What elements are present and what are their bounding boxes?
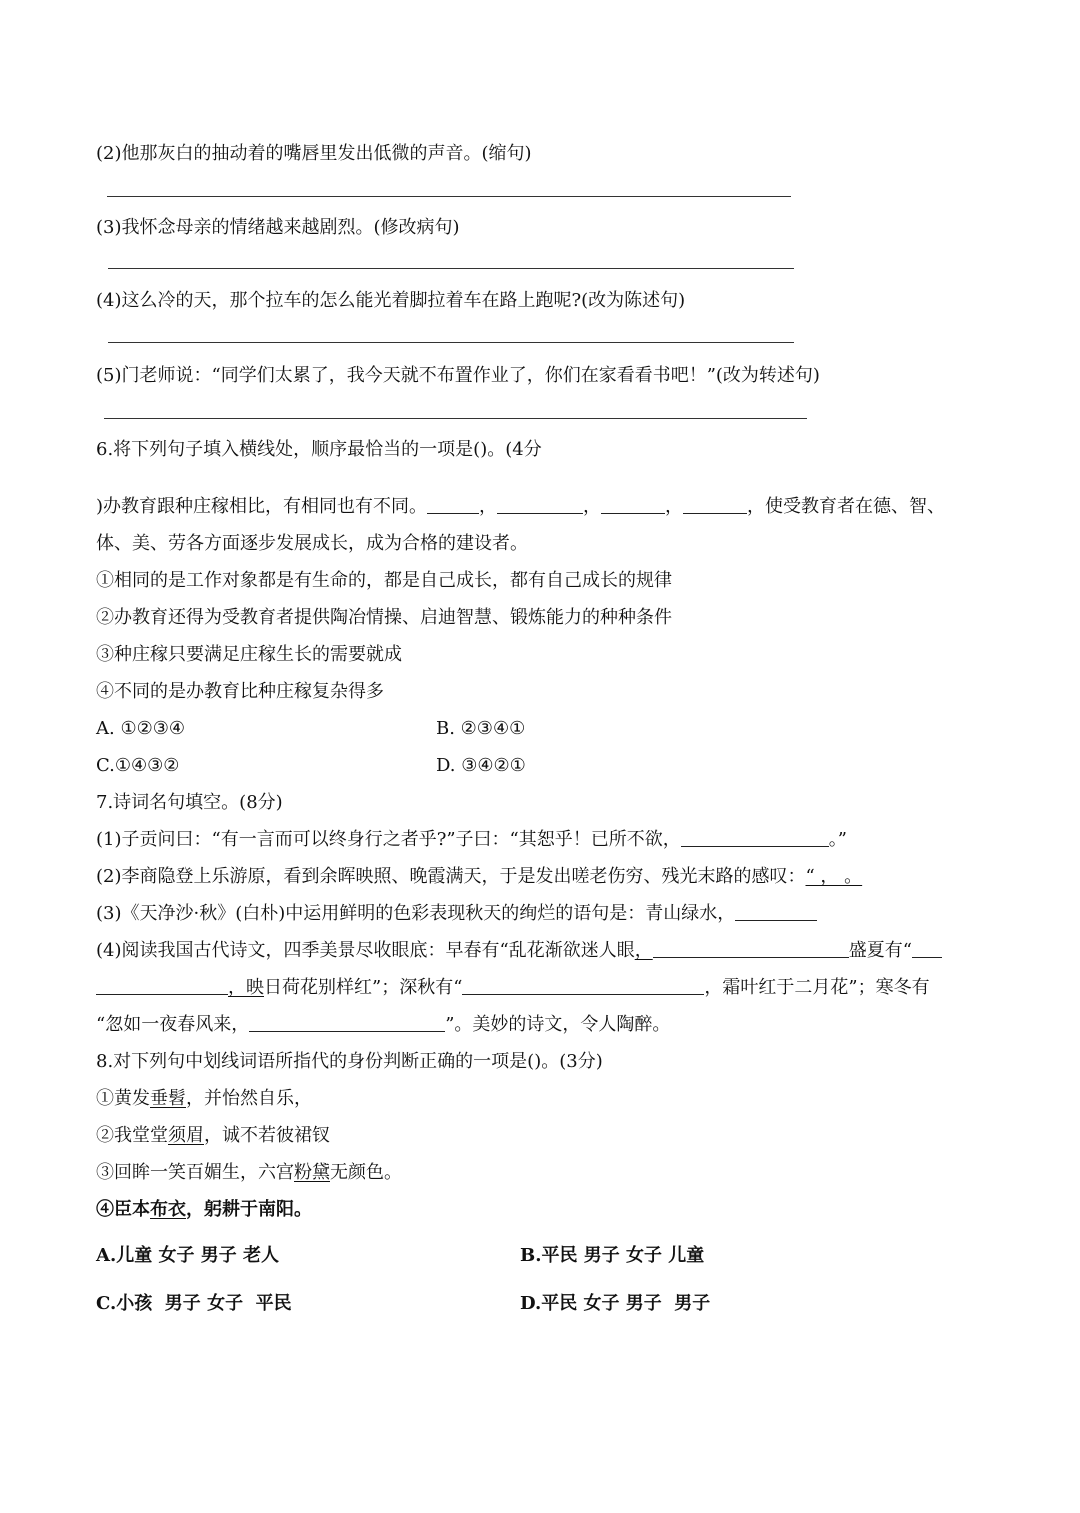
q7-item4-line2 (96, 976, 930, 1000)
answer-line-2[interactable] (107, 196, 791, 197)
q8-sentence-4 (96, 1198, 312, 1222)
q7-item4-autumn: 日荷花别样红”；深秋有“ (264, 977, 463, 998)
answer-line-5[interactable] (104, 418, 807, 419)
q6-sentence-3: ③种庄稼只要满足庄稼生长的需要就成 (96, 644, 402, 665)
q7-item4-text3: “忽如一夜春风来， (96, 1014, 250, 1035)
q6-blank-2[interactable] (497, 495, 583, 514)
q8-option-d[interactable]: D.平民 女子 男子 男子 (520, 1293, 711, 1314)
q7-blank-2[interactable]: “ ， 。 (805, 866, 863, 887)
q8-sentence-1 (96, 1087, 312, 1111)
q7-item4-text: (4)阅读我国古代诗文，四季美景尽收眼底：早春有“乱花渐欲迷人眼 (96, 940, 635, 961)
q8-s1-text: ①黄发 (96, 1088, 150, 1109)
q8-option-a[interactable]: A.儿童 女子 男子 老人 (96, 1245, 280, 1266)
q7-blank-5b[interactable] (96, 976, 228, 995)
q5-item5: (5)门老师说：“同学们太累了，我今天就不布置作业了，你们在家看看书吧！”(改为转述句) (96, 365, 820, 386)
q8-s1-underlined: 垂髫 (150, 1088, 186, 1109)
q7-item4-line3 (96, 1013, 670, 1037)
q7-blank-5a[interactable] (912, 939, 942, 958)
comma: ， (583, 496, 602, 517)
q7-item2 (96, 865, 862, 889)
q6-option-d[interactable]: D. ③④②① (436, 755, 526, 776)
q7-item1-end: 。” (828, 829, 847, 850)
q8-s1-rest: ，并怡然自乐， (186, 1088, 312, 1109)
q5-item3: (3)我怀念母亲的情绪越来越剧烈。(修改病句) (96, 217, 460, 238)
q8-s4-underlined: 布衣 (150, 1199, 186, 1220)
q8-s4-text: ④臣本 (96, 1199, 150, 1220)
q6-sentence-1: ①相同的是工作对象都是有生命的，都是自己成长，都有自己成长的规律 (96, 570, 672, 591)
q7-item4-winter: ，霜叶红于二月花”；寒冬有 (704, 977, 930, 998)
q7-item4 (96, 939, 942, 963)
q8-option-b[interactable]: B.平民 男子 女子 儿童 (520, 1245, 705, 1266)
q7-title: 7.诗词名句填空。(8分) (96, 792, 283, 813)
comma: ， (479, 496, 498, 517)
q6-blank-3[interactable] (601, 495, 665, 514)
q5-item4: (4)这么冷的天，那个拉车的怎么能光着脚拉着车在路上跑呢?(改为陈述句) (96, 290, 686, 311)
comma: ， (665, 496, 684, 517)
q5-item2: (2)他那灰白的抽动着的嘴唇里发出低微的声音。(缩句) (96, 143, 532, 164)
q7-item1 (96, 828, 847, 852)
q6-stem-line2: 体、美、劳各方面逐步发展成长，成为合格的建设者。 (96, 533, 528, 554)
q7-item4-end: ”。美妙的诗文，令人陶醉。 (445, 1014, 671, 1035)
q8-s3-text: ③回眸一笑百媚生，六宫 (96, 1162, 294, 1183)
q7-blank-4[interactable] (653, 939, 849, 958)
q7-blank-1[interactable] (681, 828, 829, 847)
q6-stem-mid: ，使受教育者在德、智、 (747, 496, 946, 517)
q8-s4-rest: ，躬耕于南阳。 (186, 1199, 312, 1220)
q8-option-c[interactable]: C.小孩 男子 女子 平民 (96, 1293, 292, 1314)
q7-item2-text: (2)李商隐登上乐游原，看到余晖映照、晚霞满天，于是发出嗟老伤穷、残光末路的感叹： (96, 866, 806, 887)
q8-s2-underlined: 须眉 (168, 1125, 204, 1146)
q7-item1-text: (1)子贡问曰：“有一言而可以终身行之者乎?”子曰：“其恕乎！已所不欲， (96, 829, 681, 850)
q6-stem-line1 (96, 495, 945, 519)
q7-comma: ， (634, 940, 653, 961)
q6-blank-4[interactable] (683, 495, 747, 514)
q7-blank-6[interactable] (462, 976, 704, 995)
q6-sentence-2: ②办教育还得为受教育者提供陶冶情操、启迪智慧、锻炼能力的种种条件 (96, 607, 672, 628)
q8-s3-underlined: 粉黛 (294, 1162, 330, 1183)
q8-s2-rest: ，诚不若彼裙钗 (204, 1125, 330, 1146)
answer-line-4[interactable] (108, 342, 794, 343)
q6-option-c[interactable]: C.①④③② (96, 755, 180, 776)
q7-item4-summer: 盛夏有“ (848, 940, 912, 961)
q8-s3-rest: 无颜色。 (330, 1162, 402, 1183)
q6-option-b[interactable]: B. ②③④① (436, 718, 526, 739)
q7-blank-3[interactable] (735, 902, 817, 921)
q6-sentence-4: ④不同的是办教育比种庄稼复杂得多 (96, 681, 384, 702)
q7-item3-text: (3)《天净沙·秋》(白朴)中运用鲜明的色彩表现秋天的绚烂的语句是：青山绿水， (96, 903, 736, 924)
q8-sentence-2 (96, 1124, 330, 1148)
q7-blank-7[interactable] (249, 1013, 445, 1032)
answer-line-3[interactable] (108, 268, 794, 269)
q8-sentence-3 (96, 1161, 402, 1185)
q8-title: 8.对下列句中划线词语所指代的身份判断正确的一项是()。(3分) (96, 1051, 603, 1072)
q6-title: 6.将下列句子填入横线处，顺序最恰当的一项是()。(4分 (96, 439, 542, 460)
q8-s2-text: ②我堂堂 (96, 1125, 168, 1146)
q6-stem-start: )办教育跟种庄稼相比，有相同也有不同。 (96, 496, 428, 517)
q6-option-a[interactable]: A. ①②③④ (96, 718, 185, 739)
q6-blank-1[interactable] (427, 495, 479, 514)
q7-item3 (96, 902, 817, 926)
q7-item4-ying: ，映 (228, 977, 264, 998)
